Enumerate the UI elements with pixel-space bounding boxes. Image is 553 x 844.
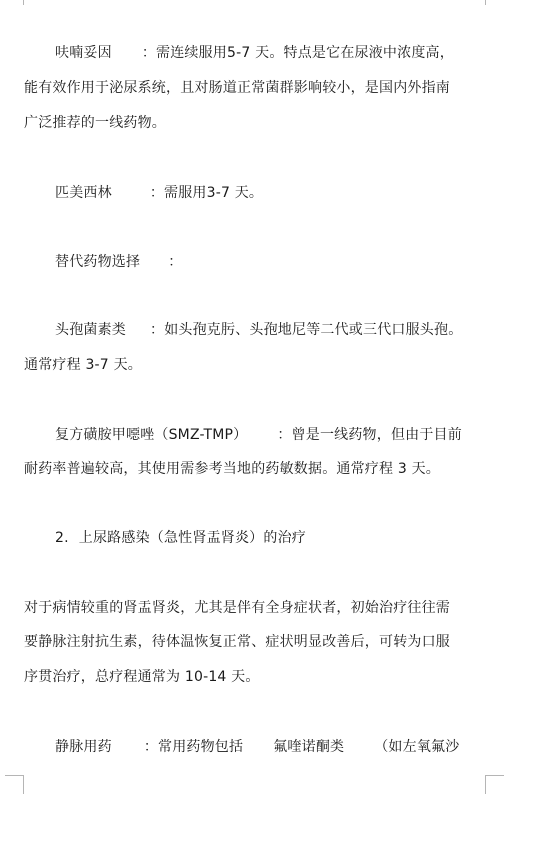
drug-description: ：常用药物包括 [143, 739, 244, 755]
section-heading [55, 528, 495, 548]
drug-term: 匹美西林 [55, 185, 112, 201]
paragraph-pyelonephritis-line-3: 序贯治疗，总疗程通常为 10-14 天。 [24, 669, 260, 685]
drug-term: 呋喃妥因 [55, 45, 112, 61]
drug-description: ：需连续服用5-7 天。特点是它在尿液中浓度高， [141, 45, 454, 61]
paragraph-smz-tmp-line-2: 耐药率普遍较高，其使用需参考当地的药敏数据。通常疗程 3 天。 [24, 461, 441, 477]
paragraph-nitrofurantoin-line-1 [55, 43, 495, 63]
drug-term: 静脉用药 [55, 739, 112, 755]
drug-class-term: 氟喹诺酮类 [273, 739, 345, 755]
page-corner-mark-top-left [5, 0, 24, 5]
paragraph-nitrofurantoin-line-2: 能有效作用于泌尿系统，且对肠道正常菌群影响较小，是国内外指南 [24, 80, 450, 96]
heading-text: 上尿路感染（急性肾盂肾炎）的治疗 [78, 530, 306, 546]
heading-number: 2. [55, 530, 69, 546]
paragraph-iv-drugs [55, 737, 495, 757]
section-term: 替代药物选择 [55, 254, 141, 270]
drug-example: （如左氧氟沙 [374, 739, 460, 755]
paragraph-nitrofurantoin-line-3: 广泛推荐的一线药物。 [24, 115, 166, 131]
drug-term: 头孢菌素类 [55, 322, 126, 338]
paragraph-pivmecillinam [55, 183, 495, 203]
paragraph-smz-tmp-line-1 [55, 425, 495, 445]
paragraph-cephalosporins-line-2: 通常疗程 3-7 天。 [24, 357, 142, 373]
drug-term: 复方磺胺甲噁唑（SMZ-TMP） [55, 427, 248, 443]
page-corner-mark-bottom-left [5, 775, 24, 794]
page-corner-mark-top-right [485, 0, 504, 5]
paragraph-pyelonephritis-line-2: 要静脉注射抗生素，待体温恢复正常、症状明显改善后，可转为口服 [24, 634, 450, 650]
section-colon: ： [168, 254, 183, 270]
paragraph-alternative-drugs [55, 252, 495, 272]
paragraph-cephalosporins-line-1 [55, 320, 495, 340]
paragraph-pyelonephritis-line-1: 对于病情较重的肾盂肾炎，尤其是伴有全身症状者，初始治疗往往需 [24, 600, 450, 616]
drug-description: ：需服用3-7 天。 [149, 185, 264, 201]
page-corner-mark-bottom-right [485, 775, 504, 794]
drug-description: ：如头孢克肟、头孢地尼等二代或三代口服头孢。 [150, 322, 463, 338]
drug-description: ：曾是一线药物，但由于目前 [277, 427, 462, 443]
